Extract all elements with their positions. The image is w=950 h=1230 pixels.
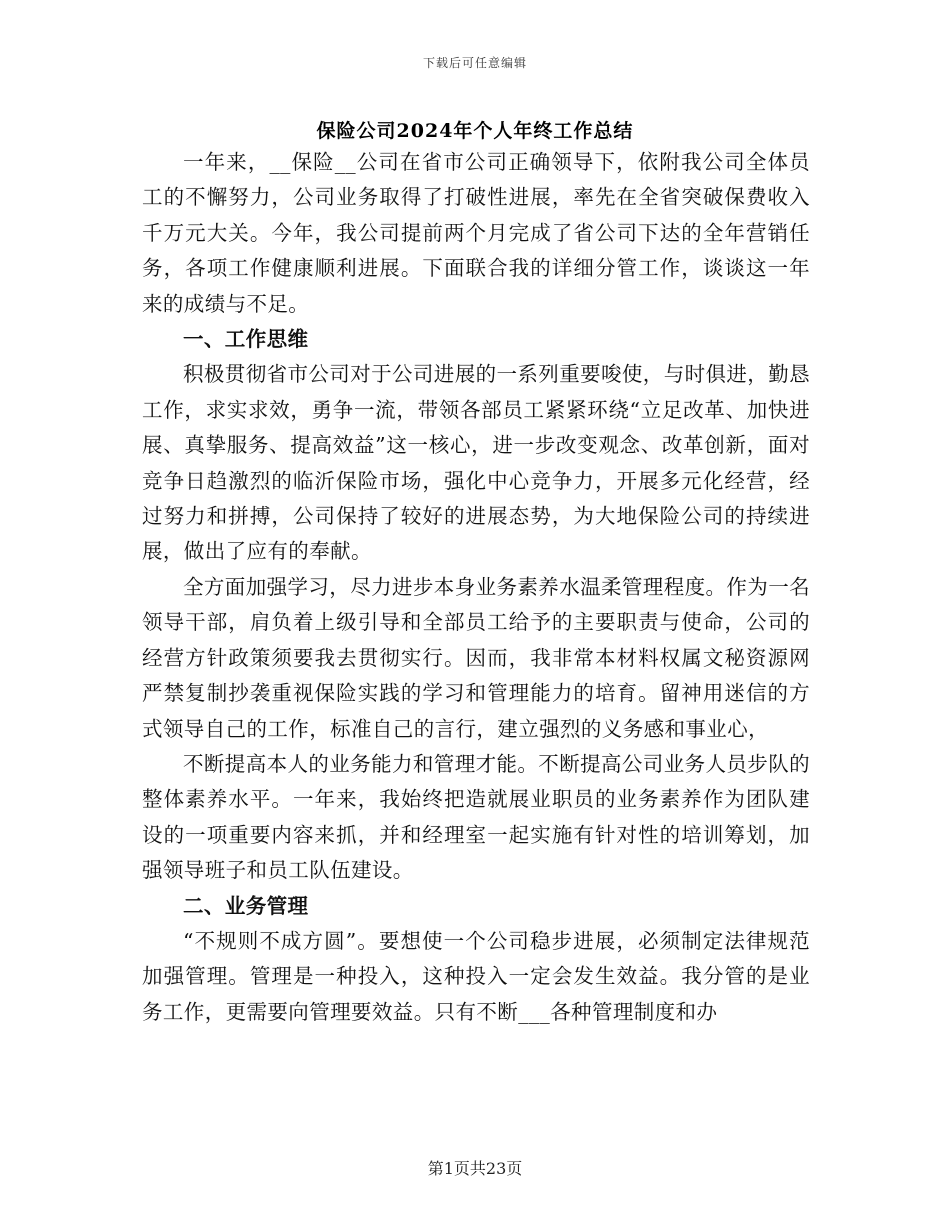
section-heading-business-management: 二、业务管理 <box>183 893 309 918</box>
document-body <box>142 145 810 1030</box>
section-heading-work-thinking: 一、工作思维 <box>183 327 309 352</box>
page-header-note: 下载后可任意编辑 <box>422 56 527 70</box>
document-title: 保险公司2024年个人年终工作总结 <box>316 120 634 142</box>
paragraph-ability: 不断提高本人的业务能力和管理才能。不断提高公司业务人员步队的整体素养水平。一年来，我始终把造就展业职员的业务素养作为团队建设的一项重要内容来抓，并和经理室一起实施有针对性的培训筹划，加强领导班子和员工队伍建设。 <box>142 751 810 883</box>
page-number-footer: 第1页共23页 <box>427 1159 523 1178</box>
paragraph-work-thinking: 积极贯彻省市公司对于公司进展的一系列重要唆使，与时俱进，勤恳工作，求实求效，勇争一流，带领各部员工紧紧环绕“立足改革、加快进展、真挚服务、提高效益”这一核心，进一步改变观念、改革创新，面对竞争日趋激烈的临沂保险市场，强化中心竞争力，开展多元化经营，经过努力和拼搏，公司保持了较好的进展态势，为大地保险公司的持续进展，做出了应有的奉献。 <box>142 362 810 564</box>
paragraph-intro: 一年来，__保险__公司在省市公司正确领导下，依附我公司全体员工的不懈努力，公司业务取得了打破性进展，率先在全省突破保费收入千万元大关。今年，我公司提前两个月完成了省公司下达的全年营销任务，各项工作健康顺利进展。下面联合我的详细分管工作，谈谈这一年来的成绩与不足。 <box>142 150 810 316</box>
paragraph-business-management: “不规则不成方圆”。要想使一个公司稳步进展，必须制定法律规范加强管理。管理是一种投入，这种投入一定会发生效益。我分管的是业务工作，更需要向管理要效益。只有不断___各种管理制度和办 <box>142 928 810 1024</box>
paragraph-study: 全方面加强学习，尽力进步本身业务素养水温柔管理程度。作为一名领导干部，肩负着上级引导和全部员工给予的主要职责与使命，公司的经营方针政策须要我去贯彻实行。因而，我非常本材料权属文秘资源网严禁复制抄袭重视保险实践的学习和管理能力的培育。留神用迷信的方式领导自己的工作，标准自己的言行，建立强烈的义务感和事业心， <box>142 574 810 741</box>
